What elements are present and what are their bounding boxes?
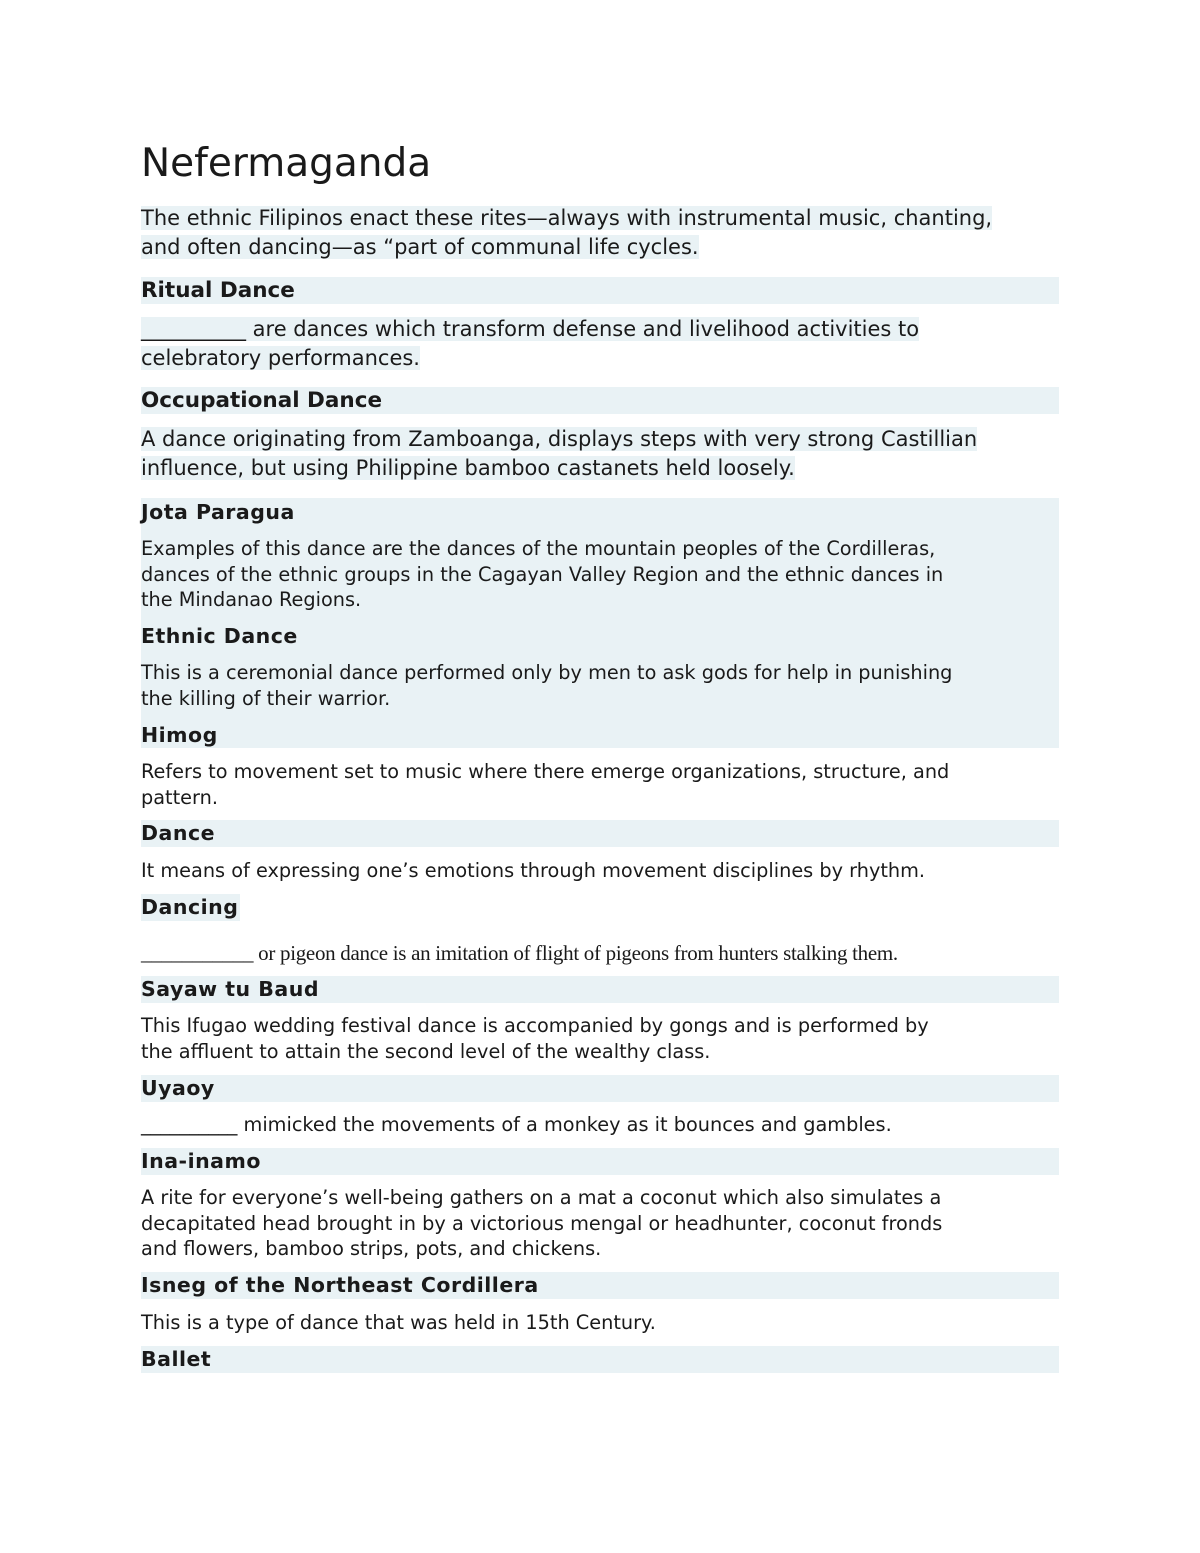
intro-paragraph (141, 204, 1059, 261)
paragraph-line: dances of the ethnic groups in the Cagayan Valley Region and the ethnic dances in (141, 562, 944, 586)
paragraph-jota-paragua (141, 536, 1059, 613)
paragraph-line: and flowers, bamboo strips, pots, and chickens. (141, 1237, 602, 1260)
paragraph-line: influence, but using Philippine bamboo castanets held loosely. (141, 455, 795, 480)
paragraph-line: the Mindanao Regions. (141, 588, 362, 611)
paragraph-line: pattern. (141, 785, 218, 809)
heading-dancing-wrap (141, 894, 1059, 921)
intro-line-2: and often dancing—as “part of communal life cycles. (141, 234, 699, 259)
paragraph-line: Examples of this dance are the dances of the mountain peoples of the Cordilleras, (141, 537, 936, 560)
paragraph-dancing (141, 940, 1059, 966)
heading-ethnic-dance: Ethnic Dance (141, 624, 298, 648)
heading-occupational-dance: Occupational Dance (141, 387, 1059, 414)
paragraph-line: celebratory performances. (141, 345, 420, 370)
paragraph-occupational-dance (141, 425, 1059, 482)
page-title: Nefermaganda (141, 141, 432, 186)
paragraph-uyaoy (141, 1112, 1059, 1138)
paragraph-line: __________ are dances which transform defense and livelihood activities to (141, 317, 920, 341)
paragraph-line: the killing of their warrior. (141, 686, 391, 710)
paragraph-line: It means of expressing one’s emotions through movement disciplines by rhythm. (141, 859, 926, 882)
heading-dance: Dance (141, 820, 1059, 847)
heading-himog: Himog (141, 723, 218, 747)
paragraph-ritual-dance (141, 315, 1059, 372)
paragraph-sayaw-tu-baud (141, 1013, 1059, 1064)
paragraph-line: ___________ or pigeon dance is an imitation of flight of pigeons from hunters stalking them. (141, 941, 898, 965)
heading-ballet: Ballet (141, 1346, 1059, 1373)
paragraph-line: the affluent to attain the second level of the wealthy class. (141, 1039, 711, 1063)
paragraph-ethnic-dance (141, 660, 1059, 711)
paragraph-line: A rite for everyone’s well-being gathers on a mat a coconut which also simulates a (141, 1186, 942, 1209)
heading-sayaw-tu-baud: Sayaw tu Baud (141, 976, 1059, 1003)
paragraph-line: This is a type of dance that was held in 15th Century. (141, 1311, 656, 1334)
paragraph-dance (141, 858, 1059, 884)
heading-jota-paragua: Jota Paragua (141, 500, 295, 524)
paragraph-line: This is a ceremonial dance performed only by men to ask gods for help in punishing (141, 661, 953, 684)
paragraph-line: decapitated head brought in by a victorious mengal or headhunter, coconut fronds (141, 1211, 943, 1235)
heading-dancing: Dancing (141, 895, 239, 919)
paragraph-isneg (141, 1310, 1059, 1336)
paragraph-line: __________ mimicked the movements of a monkey as it bounces and gambles. (141, 1113, 892, 1136)
heading-ina-inamo: Ina-inamo (141, 1148, 1059, 1175)
paragraph-himog (141, 759, 1059, 810)
heading-uyaoy: Uyaoy (141, 1075, 1059, 1102)
paragraph-line: A dance originating from Zamboanga, displays steps with very strong Castillian (141, 427, 978, 451)
heading-ritual-dance: Ritual Dance (141, 277, 1059, 304)
heading-isneg: Isneg of the Northeast Cordillera (141, 1272, 1059, 1299)
paragraph-ina-inamo (141, 1185, 1059, 1262)
paragraph-line: This Ifugao wedding festival dance is accompanied by gongs and is performed by (141, 1014, 929, 1037)
intro-line-1: The ethnic Filipinos enact these rites—always with instrumental music, chanting, (141, 206, 993, 230)
paragraph-line: Refers to movement set to music where there emerge organizations, structure, and (141, 760, 950, 783)
